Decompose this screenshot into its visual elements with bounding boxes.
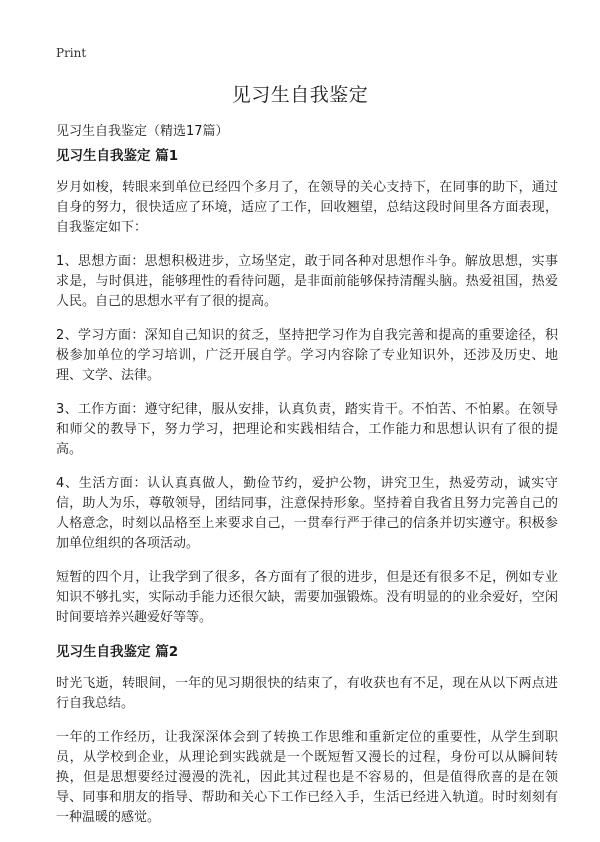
print-link[interactable]: Print — [56, 46, 87, 60]
paragraph: 3、工作方面：遵守纪律，服从安排，认真负责，踏实肯干。不怕苦、不怕累。在领导和师父的教导下，努力学习，把理论和实践相结合，工作能力和思想认识有了很的提高。 — [56, 402, 558, 457]
paragraph: 一年的工作经历，让我深深体会到了转换工作思维和重新定位的重要性，从学生到职员，从学校到企业，从理论到实践就是一个既短暂又漫长的过程，身份可以从瞬间转换，但是思想要经过漫漫的洗礼，因此其过程也是不容易的，但是值得欣喜的是在领导、同事和朋友的指导、帮助和关心下工作已经入手，生活已经进入轨道。时时刻刻有一种温暖的感觉。 — [56, 730, 558, 825]
document-body — [56, 146, 558, 842]
paragraph: 4、生活方面：认认真真做人，勤俭节约，爱护公物，讲究卫生，热爱劳动，诚实守信，助人为乐，尊敬领导，团结同事，注意保持形象。坚持着自我省且努力完善自己的人格意念，时刻以品格至上来要求自己，一贯奉行严于律己的信条并切实遵守。积极参加单位组织的各项活动。 — [56, 476, 558, 551]
section-2 — [56, 642, 558, 828]
section-1 — [56, 146, 558, 628]
section-heading: 见习生自我鉴定 篇1 — [56, 148, 179, 164]
paragraph: 短暂的四个月，让我学到了很多，各方面有了很的进步，但是还有很多不足，例如专业知识不够扎实，实际动手能力还很欠缺，需要加强锻炼。没有明显的的业余爱好，空闲时间要培养兴趣爱好等等。 — [56, 570, 558, 625]
paragraph: 2、学习方面：深知自己知识的贫乏，坚持把学习作为自我完善和提高的重要途径，积极参加单位的学习培训，广泛开展自学。学习内容除了专业知识外，还涉及历史、地理、文学、法律。 — [56, 328, 558, 383]
document-subtitle: 见习生自我鉴定（精选17篇） — [56, 124, 229, 139]
paragraph: 岁月如梭，转眼来到单位已经四个多月了，在领导的关心支持下，在同事的助下，通过自身的努力，很快适应了环境，适应了工作，回收翘望，总结这段时间里各方面表现，自我鉴定如下： — [56, 180, 558, 235]
paragraph: 1、思想方面：思想积极进步，立场坚定，敢于同各种对思想作斗争。解放思想，实事求是，与时俱进，能够理性的看待问题，是非面前能够保持清醒头脑。热爱祖国，热爱人民。自己的思想水平有了很的提高。 — [56, 254, 558, 309]
paragraph: 时光飞逝，转眼间，一年的见习期很快的结束了，有收获也有不足，现在从以下两点进行自我总结。 — [56, 676, 558, 711]
section-heading: 见习生自我鉴定 篇2 — [56, 644, 179, 660]
page-title: 见习生自我鉴定 — [231, 84, 369, 106]
